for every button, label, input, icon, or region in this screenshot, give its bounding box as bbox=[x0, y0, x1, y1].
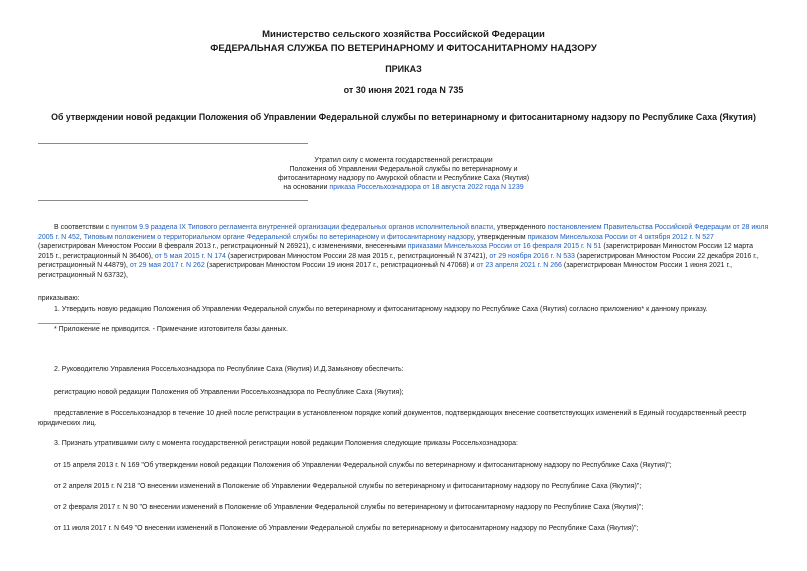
item-3c: от 2 февраля 2017 г. N 90 "О внесении изменений в Положение об Управлении Федеральной службы по ветеринарному и фитосанитарному надзору по Республике Саха (Якутия)"; bbox=[54, 504, 644, 511]
prikazyvayu-text: приказываю: bbox=[38, 295, 80, 302]
validity-note-line: фитосанитарному надзору по Амурской области и Республике Саха (Якутия) bbox=[277, 175, 530, 182]
preamble-text: В соответствии с bbox=[54, 224, 112, 231]
date-number-heading: от 30 июня 2021 года N 735 bbox=[343, 85, 464, 95]
ministry-heading: Министерство сельского хозяйства Российской Федерации bbox=[262, 29, 545, 40]
preamble-text: , утвержденным bbox=[473, 233, 528, 241]
preamble-text: , утвержденного bbox=[493, 224, 548, 231]
validity-note-line: Положения об Управлении Федеральной службы по ветеринарному и bbox=[289, 166, 518, 173]
validity-note-line: Утратил силу с момента государственной регистрации bbox=[314, 157, 493, 164]
preamble-text: (зарегистрирован Минюстом России 12 марта 2015 г., регистрационный N 36406), bbox=[38, 243, 754, 260]
order-266-link[interactable]: от 23 апреля 2021 г. N 266 bbox=[476, 262, 562, 269]
preamble-text: (зарегистрирован Минюстом России 8 февраля 2013 г., регистрационный N 26921), с изменениями, внесенными bbox=[38, 243, 408, 250]
item-2: 2. Руководителю Управления Россельхознадзора по Республике Саха (Якутия) И.Д.Замьянову обеспечить: bbox=[54, 366, 404, 373]
reglament-link[interactable]: пунктом 9.9 раздела IX Типового регламента внутренней организации федеральных органов исполнительной власти bbox=[111, 224, 494, 231]
footnote: * Приложение не приводится. - Примечание изготовителя базы данных. bbox=[54, 326, 288, 333]
typical-regulation-link[interactable]: Типовым положением о территориальном органе Федеральной службы по ветеринарному и фитосанитарному надзору bbox=[83, 233, 474, 241]
item-3d: от 11 июля 2017 г. N 649 "О внесении изменений в Положение об Управлении Федеральной службы по ветеринарному и фитосанитарному надзору по Республике Саха (Якутия)"; bbox=[54, 525, 639, 532]
preamble-text: (зарегистрирован Минюстом России 19 июня 2017 г., регистрационный N 47068) и bbox=[204, 262, 477, 269]
order-262-link[interactable]: от 29 мая 2017 г. N 262 bbox=[129, 262, 205, 269]
preamble-text: (зарегистрирован Минюстом России 28 мая 2015 г., регистрационный N 37421), bbox=[225, 252, 490, 260]
order-174-link[interactable]: от 5 мая 2015 г. N 174 bbox=[154, 252, 226, 260]
item-1: 1. Утвердить новую редакцию Положения об Управлении Федеральной службы по ветеринарному и фитосанитарному надзору по Республике Саха (Якутия) согласно приложению* к данному приказу. bbox=[54, 306, 708, 313]
preamble-text: (зарегистрирован Минюстом России 22 декабря 2016 г., регистрационный N 44879), bbox=[38, 252, 759, 269]
item-3b: от 2 апреля 2015 г. N 218 "О внесении изменений в Положение об Управлении Федеральной службы по ветеринарному и фитосанитарному надзору по Республике Саха (Якутия)"; bbox=[54, 483, 642, 490]
minselkhoz-order-527-link[interactable]: приказом Минсельхоза России от 4 октября 2012 г. N 527 bbox=[527, 233, 714, 241]
footnote-rule: ________________ bbox=[38, 317, 101, 324]
divider bbox=[38, 143, 308, 144]
preamble-paragraph bbox=[38, 223, 770, 280]
page-title: Об утверждении новой редакции Положения об Управлении Федеральной службы по ветеринарному и фитосанитарному надзору по Республике Саха (Якутия) bbox=[51, 112, 756, 122]
divider bbox=[38, 200, 308, 201]
order-533-link[interactable]: от 29 ноября 2016 г. N 533 bbox=[489, 252, 575, 260]
preamble-text: , bbox=[79, 233, 84, 241]
government-decree-link[interactable]: постановлением Правительства Российской Федерации от 28 июля 2005 г. N 452 bbox=[38, 224, 769, 241]
validity-note-line bbox=[0, 183, 807, 192]
item-3a: от 15 апреля 2013 г. N 169 "Об утверждении новой редакции Положения об Управлении Федеральной службы по ветеринарному и фитосанитарному надзору по Республике Саха (Якутия)"; bbox=[54, 462, 672, 469]
note-text: на основании bbox=[283, 184, 330, 191]
item-3: 3. Признать утратившими силу с момента государственной регистрации новой редакции Положения следующие приказы Россельхознадзора: bbox=[54, 440, 518, 447]
item-2a: регистрацию новой редакции Положения об Управлении Россельхознадзора по Республике Саха (Якутия); bbox=[54, 389, 404, 396]
doc-type-heading: ПРИКАЗ bbox=[385, 64, 422, 74]
service-heading: ФЕДЕРАЛЬНАЯ СЛУЖБА ПО ВЕТЕРИНАРНОМУ И ФИТОСАНИТАРНОМУ НАДЗОРУ bbox=[210, 43, 597, 54]
minselkhoz-order-51-link[interactable]: приказами Минсельхоза России от 16 февраля 2015 г. N 51 bbox=[407, 243, 602, 250]
repeal-order-link[interactable]: приказа Россельхознадзора от 18 августа 2022 года N 1239 bbox=[329, 184, 524, 191]
preamble-text: (зарегистрирован Минюстом России 1 июня 2021 г., регистрационный N 63732), bbox=[38, 262, 733, 279]
item-2b: представление в Россельхознадзор в течение 10 дней после регистрации в установленном порядке копий документов, подтверждающих внесение соответствующих изменений в Единый государственный реестр юридических лиц. bbox=[38, 410, 747, 427]
